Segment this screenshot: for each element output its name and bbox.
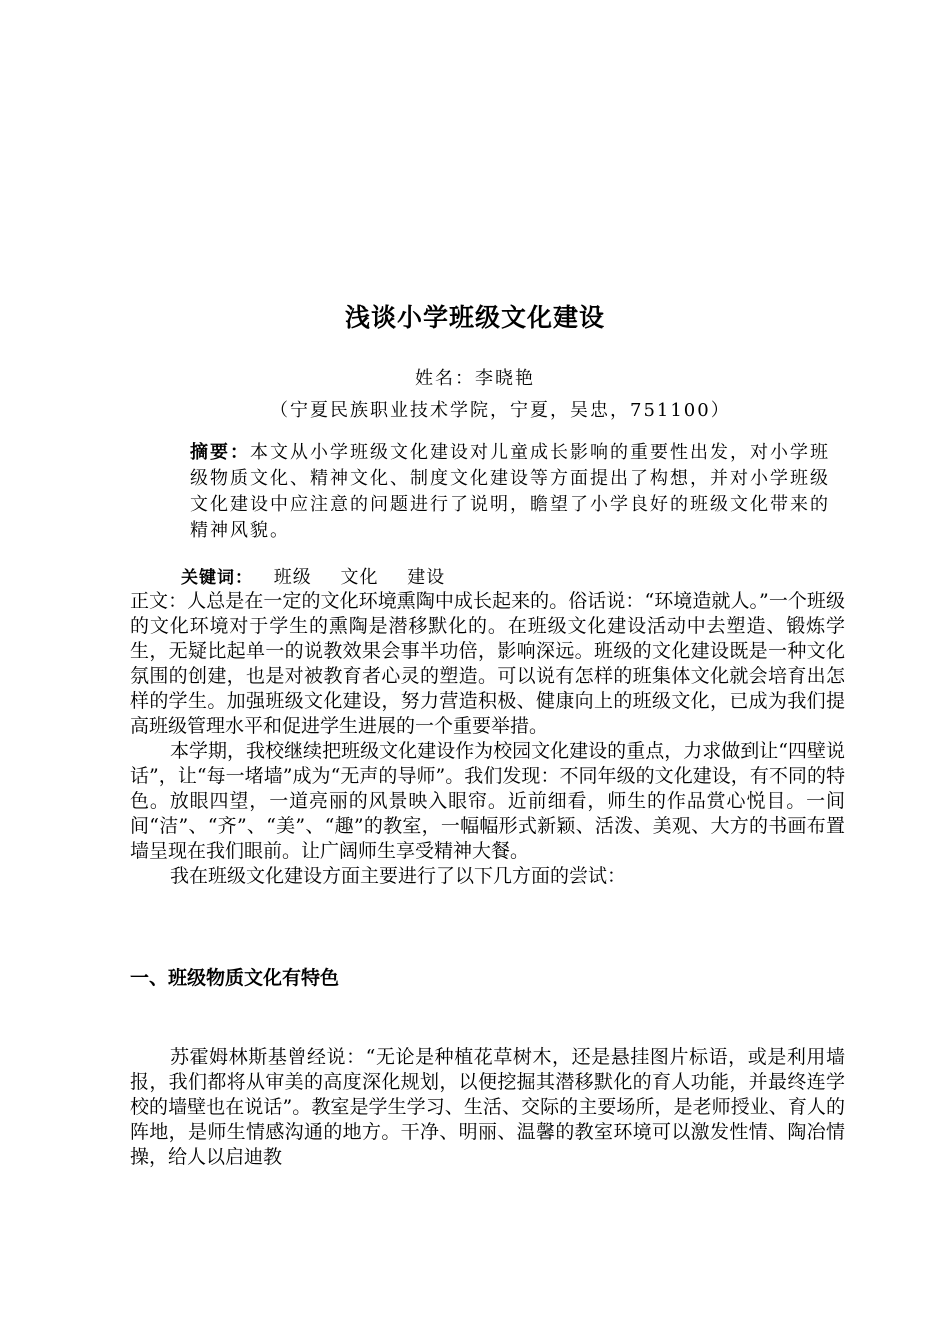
author-line: 姓名：李晓艳 bbox=[415, 368, 535, 389]
keyword-item: 建设 bbox=[407, 567, 446, 588]
document-title: 浅谈小学班级文化建设 bbox=[344, 303, 605, 332]
body-paragraph-2: 本学期，我校继续把班级文化建设作为校园文化建设的重点，力求做到让“四壁说话”，让“每一堵墙”成为“无声的导师”。我们发现：不同年级的文化建设，有不同的特色。放眼四望，一道亮丽的风景映入眼帘。近前细看，师生的作品赏心悦目。一间间“洁”、“齐”、“美”、“趣”的教室，一幅幅形式新颖、活泼、美观、大方的书画布置墙呈现在我们眼前。让广阔师生享受精神大餐。 bbox=[130, 740, 845, 862]
body-section-1 bbox=[130, 1045, 845, 1170]
body-intro bbox=[130, 589, 845, 889]
abstract bbox=[130, 440, 830, 544]
body-paragraph-4: 苏霍姆林斯基曾经说：“无论是种植花草树木，还是悬挂图片标语，或是利用墙报，我们都将从审美的高度深化规划，以便挖掘其潜移默化的育人功能，并最终连学校的墙壁也在说话”。教室是学生学习、生活、交际的主要场所，是老师授业、育人的阵地，是师生情感沟通的地方。干净、明丽、温馨的教室环境可以激发性情、陶冶情操，给人以启迪教 bbox=[130, 1046, 845, 1168]
abstract-text: 本文从小学班级文化建设对儿童成长影响的重要性出发，对小学班级物质文化、精神文化、制度文化建设等方面提出了构想，并对小学班级文化建设中应注意的问题进行了说明，瞻望了小学良好的班级文化带来的精神风貌。 bbox=[190, 442, 830, 541]
section-heading-1: 一、班级物质文化有特色 bbox=[130, 967, 340, 989]
body-paragraph-1: 正文：人总是在一定的文化环境熏陶中成长起来的。俗话说：“环境造就人。”一个班级的文化环境对于学生的熏陶是潜移默化的。在班级文化建设活动中去塑造、锻炼学生，无疑比起单一的说教效果会事半功倍，影响深远。班级的文化建设既是一种文化氛围的创建，也是对被教育者心灵的塑造。可以说有怎样的班集体文化就会培育出怎样的学生。加强班级文化建设，努力营造积极、健康向上的班级文化，已成为我们提高班级管理水平和促进学生进展的一个重要举措。 bbox=[130, 590, 845, 737]
abstract-paragraph bbox=[130, 440, 830, 544]
keywords-label: 关键词： bbox=[181, 568, 253, 588]
affiliation-line: （宁夏民族职业技术学院，宁夏，吴忠，751100） bbox=[270, 400, 731, 421]
abstract-label: 摘要： bbox=[190, 442, 250, 463]
keywords bbox=[181, 563, 467, 589]
body-paragraph-3: 我在班级文化建设方面主要进行了以下几方面的尝试： bbox=[170, 865, 627, 887]
keyword-item: 班级 bbox=[273, 567, 312, 588]
keyword-item: 文化 bbox=[340, 567, 379, 588]
